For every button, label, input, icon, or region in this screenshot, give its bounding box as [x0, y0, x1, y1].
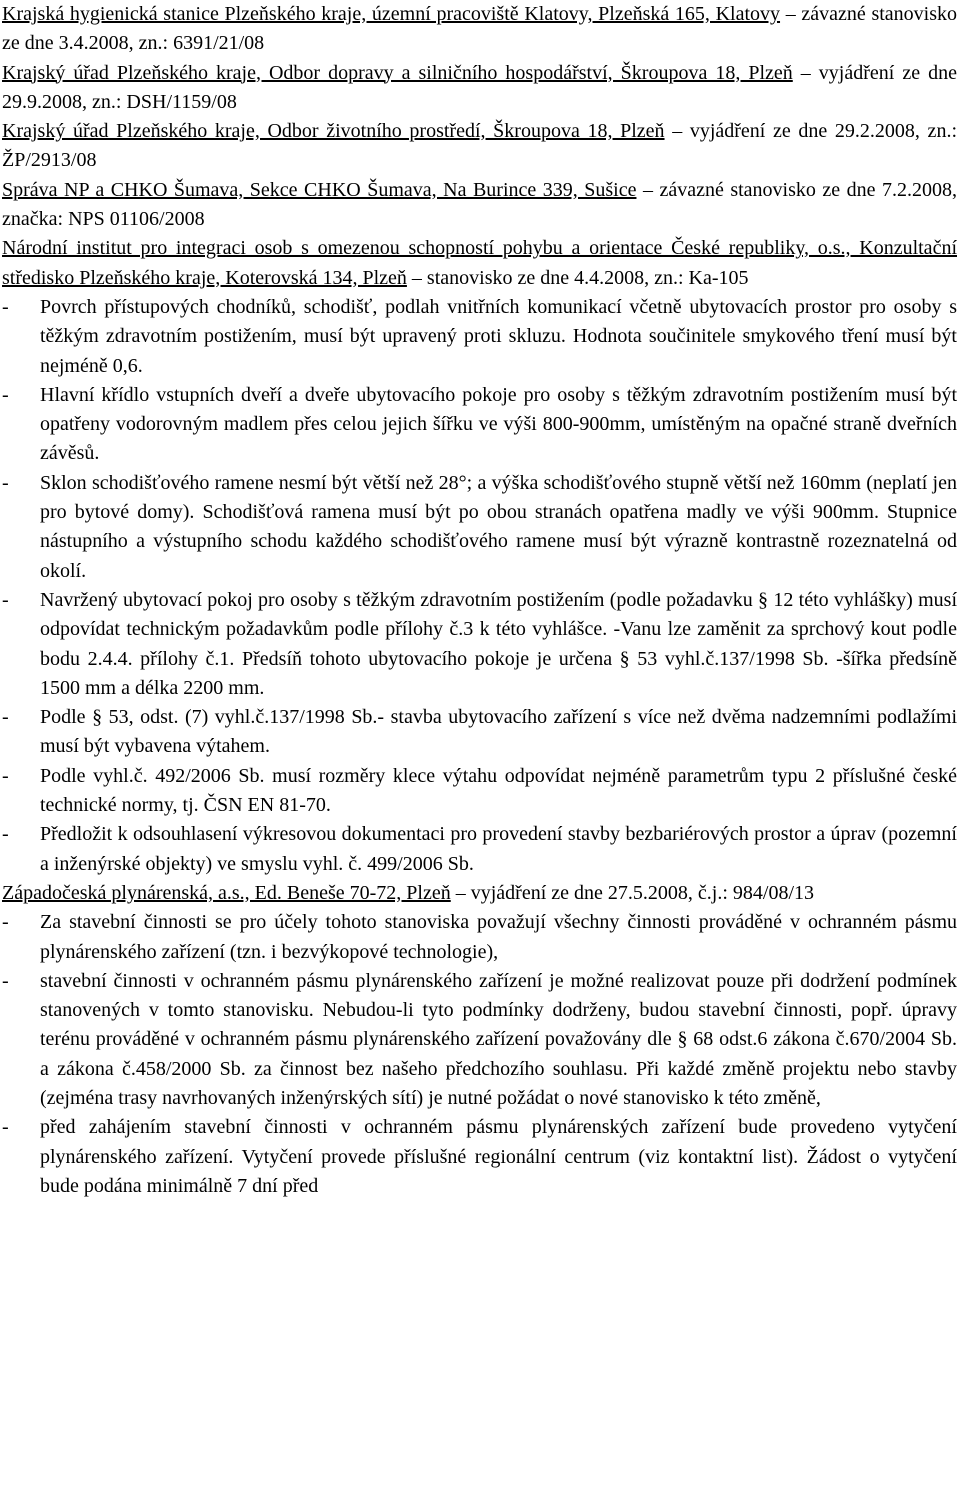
list-item: - stavební činnosti v ochranném pásmu plynárenského zařízení je možné realizovat pouze při dodržení podmínek stanovených v tomto stanovisku. Nebudou-li tyto podmínky dodrženy, budou stavební činnosti, popř. úpravy terénu prováděné v ochranném pásmu plynárenského zařízení považovány dle § 68 odst.6 zákona č.670/2004 Sb. a zákona č.458/2000 Sb. za činnost bez našeho předchozího souhlasu. Při každé změně projektu nebo stavby (zejména trasy navrhovaných inženýrských sítí) je nutné požádat o nové stanovisko k této změně,: [2, 967, 957, 1113]
list-item: - Předložit k odsouhlasení výkresovou dokumentaci pro provedení stavby bezbariérových prostor a úprav (pozemní a inženýrské objekty) ve smyslu vyhl. č. 499/2006 Sb.: [2, 820, 957, 879]
stanovisko-zivotni-prostredi: [2, 117, 957, 176]
org-name: Národní institut pro integraci osob s omezenou schopností pohybu a orientace České republiky, o.s., Konzultační středisko Plzeňského kraje, Koterovská 134, Plzeň: [2, 237, 957, 289]
stanovisko-note: – závazné stanovisko ze dne 3.4.2008, zn.: 6391/21/08: [2, 3, 958, 55]
stanovisko-plynarenska: [2, 879, 957, 908]
stanovisko-note: – vyjádření ze dne 27.5.2008, č.j.: 984/08/13: [450, 881, 815, 904]
stanovisko-note: – závazné stanovisko ze dne 7.2.2008, značka: NPS 01106/2008: [2, 178, 957, 231]
stanovisko-note: – stanovisko ze dne 4.4.2008, zn.: Ka-105: [406, 266, 749, 289]
list-item: - Podle § 53, odst. (7) vyhl.č.137/1998 Sb.- stavba ubytovacího zařízení s více než dvěma nadzemními podlažími musí být vybavena výtahem.: [2, 703, 957, 762]
plynarenska-conditions-list: [2, 908, 957, 1201]
org-name: Krajská hygienická stanice Plzeňského kraje, územní pracoviště Klatovy, Plzeňská 165, Klatovy: [2, 3, 781, 25]
org-name: Správa NP a CHKO Šumava, Sekce CHKO Šumava, Na Burince 339, Sušice: [2, 178, 637, 201]
stanovisko-note: – vyjádření ze dne 29.2.2008, zn.: ŽP/2913/08: [2, 120, 957, 172]
stanovisko-chko-sumava: [2, 176, 957, 235]
institut-conditions-list: [2, 293, 957, 879]
list-item: - Sklon schodišťového ramene nesmí být větší než 28°; a výška schodišťového stupně větší než 160mm (neplatí jen pro bytové domy). Schodišťová ramena musí být po obou stranách opatřena madly ve výši 900mm. Stupnice nástupního a výstupního schodu každého schodišťového ramene musí být výrazně kontrastně rozeznatelná od okolí.: [2, 469, 957, 586]
org-name: Krajský úřad Plzeňského kraje, Odbor dopravy a silničního hospodářství, Škroupova 18, Plzeň: [2, 61, 793, 84]
stanovisko-doprava: [2, 59, 957, 118]
list-item: - Povrch přístupových chodníků, schodišť, podlah vnitřních komunikací včetně ubytovacích prostor pro osoby s těžkým zdravotním postižením, musí být upravený proti skluzu. Hodnota součinitele smykového tření musí být nejméně 0,6.: [2, 293, 957, 381]
stanovisko-narodni-institut: [2, 234, 957, 293]
list-item: - Podle vyhl.č. 492/2006 Sb. musí rozměry klece výtahu odpovídat nejméně parametrům typu 2 příslušné české technické normy, tj. ČSN EN 81-70.: [2, 762, 957, 821]
stanovisko-note: – vyjádření ze dne 29.9.2008, zn.: DSH/1159/08: [2, 61, 957, 113]
list-item: - před zahájením stavební činnosti v ochranném pásmu plynárenských zařízení bude provedeno vytyčení plynárenského zařízení. Vytyčení provede příslušné regionální centrum (viz kontaktní list). Žádost o vytyčení bude podána minimálně 7 dní před: [2, 1113, 957, 1201]
list-item: - Hlavní křídlo vstupních dveří a dveře ubytovacího pokoje pro osoby s těžkým zdravotním postižením musí být opatřeny vodorovným madlem přes celou jejich šířku ve výši 800-900mm, umístěným na opačné straně dveřních závěsů.: [2, 381, 957, 469]
org-name: Západočeská plynárenská, a.s., Ed. Beneše 70-72, Plzeň: [2, 881, 451, 904]
stanovisko-hygiena: [2, 0, 957, 59]
list-item: - Navržený ubytovací pokoj pro osoby s těžkým zdravotním postižením (podle požadavku § 12 této vyhlášky) musí odpovídat technickým požadavkům podle přílohy č.3 k této vyhlášce. -Vanu lze zaměnit za sprchový kout podle bodu 2.4.4. přílohy č.1. Předsíň tohoto ubytovacího pokoje je určena § 53 vyhl.č.137/1998 Sb. -šířka předsíně 1500 mm a délka 2200 mm.: [2, 586, 957, 703]
list-item: - Za stavební činnosti se pro účely tohoto stanoviska považují všechny činnosti prováděné v ochranném pásmu plynárenského zařízení (tzn. i bezvýkopové technologie),: [2, 908, 957, 967]
org-name: Krajský úřad Plzeňského kraje, Odbor životního prostředí, Škroupova 18, Plzeň: [2, 120, 665, 143]
